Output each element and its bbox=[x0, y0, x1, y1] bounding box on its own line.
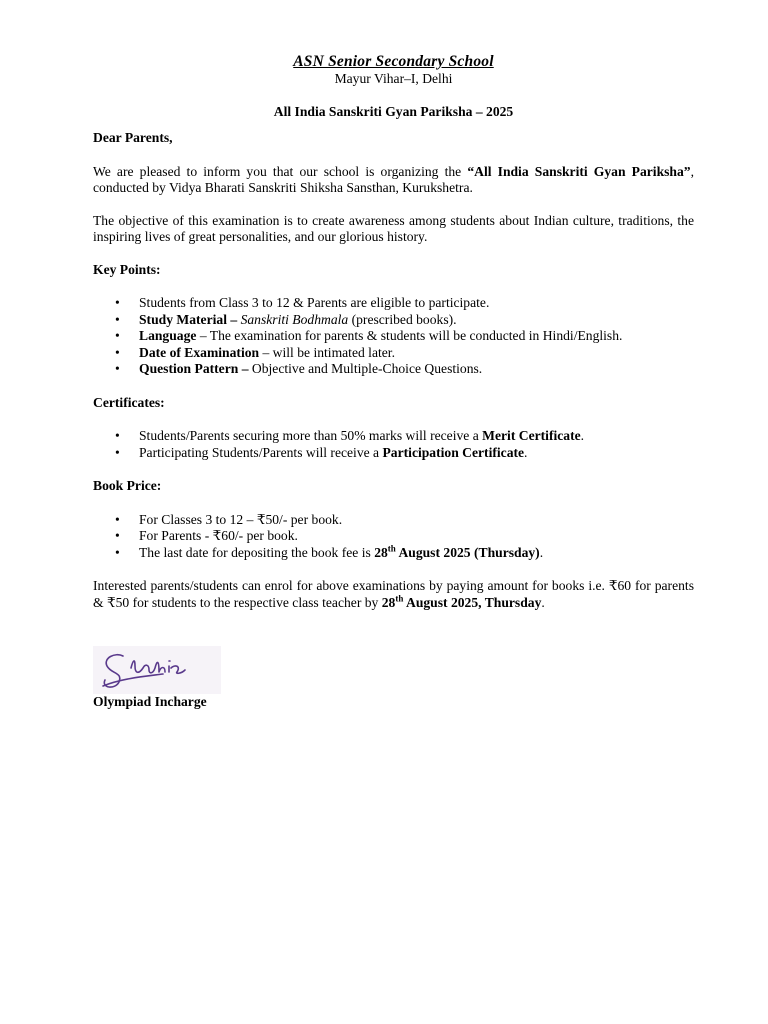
fee-deadline-date bbox=[374, 542, 540, 560]
fee-deadline-text: The last date for depositing the book fee is bbox=[139, 544, 375, 560]
list-item bbox=[93, 361, 694, 378]
closing-date bbox=[381, 592, 545, 610]
merit-text: Students/Parents securing more than 50% marks will receive a bbox=[139, 428, 483, 443]
list-item bbox=[93, 295, 694, 312]
fee-deadline-day: 28 bbox=[374, 544, 388, 560]
study-material-rest: (prescribed books). bbox=[348, 311, 457, 327]
question-pattern-label: Question Pattern – bbox=[139, 361, 249, 376]
certificates-heading: Certificates: bbox=[93, 394, 165, 410]
closing-paragraph bbox=[93, 578, 694, 611]
participation-text: Participating Students/Parents will receive a bbox=[139, 444, 383, 460]
list-item bbox=[93, 312, 694, 329]
participation-end: . bbox=[524, 444, 528, 460]
list-item bbox=[93, 345, 694, 362]
list-item bbox=[93, 428, 694, 445]
exam-date-label: Date of Examination bbox=[139, 344, 260, 360]
closing-rest: August 2025, Thursday bbox=[403, 594, 542, 610]
intro-text-2: , conducted by Vidya Bharati Sanskriti Shiksha Sansthan, Kurukshetra. bbox=[93, 163, 694, 195]
study-material-label: Study Material – bbox=[139, 311, 238, 327]
key-points-list bbox=[93, 295, 694, 378]
objective-paragraph: The objective of this examination is to create awareness among students about Indian culture, traditions, the inspiring lives of great personalities, and our glorious history. bbox=[93, 212, 694, 244]
school-name: ASN Senior Secondary School bbox=[293, 53, 494, 70]
closing-end: . bbox=[541, 594, 545, 610]
intro-exam-name: “All India Sanskriti Gyan Pariksha” bbox=[467, 163, 691, 179]
list-item bbox=[93, 445, 694, 462]
student-book-price: For Classes 3 to 12 – ₹50/- per book. bbox=[139, 511, 343, 527]
closing-suffix: th bbox=[395, 592, 404, 603]
eligibility-text: Students from Class 3 to 12 & Parents are eligible to participate. bbox=[139, 295, 490, 310]
signature-image bbox=[93, 646, 221, 694]
list-item bbox=[93, 512, 694, 529]
merit-end: . bbox=[580, 428, 585, 443]
study-material-book: Sanskriti Bodhmala bbox=[240, 311, 349, 327]
participation-certificate: Participation Certificate bbox=[382, 444, 525, 460]
fee-deadline-end: . bbox=[539, 544, 544, 560]
signer-title: Olympiad Incharge bbox=[93, 694, 207, 709]
exam-date-text: – will be intimated later. bbox=[259, 344, 395, 360]
fee-deadline-suffix: th bbox=[387, 542, 396, 553]
certificates-list bbox=[93, 428, 694, 461]
parent-book-price: For Parents - ₹60/- per book. bbox=[139, 528, 298, 543]
closing-day: 28 bbox=[381, 594, 396, 610]
list-item bbox=[93, 328, 694, 345]
closing-text: Interested parents/students can enrol for above examinations by paying amount for books i.e. ₹60 for parents & ₹50 for students to the respective class teacher by bbox=[93, 578, 694, 610]
greeting: Dear Parents, bbox=[93, 130, 173, 145]
merit-certificate: Merit Certificate bbox=[482, 428, 581, 443]
intro-paragraph bbox=[93, 164, 694, 197]
book-price-heading: Book Price: bbox=[93, 478, 162, 493]
list-item bbox=[93, 542, 694, 562]
intro-text-1: We are pleased to inform you that our school is organizing the bbox=[93, 163, 468, 179]
question-pattern-text: Objective and Multiple-Choice Questions. bbox=[248, 361, 483, 376]
fee-deadline-rest: August 2025 (Thursday) bbox=[395, 544, 540, 560]
exam-title: All India Sanskriti Gyan Pariksha – 2025 bbox=[273, 103, 514, 119]
language-text: – The examination for parents & students will be conducted in Hindi/English. bbox=[196, 328, 623, 343]
language-label: Language bbox=[139, 328, 197, 343]
letter-body bbox=[93, 53, 694, 711]
book-price-list bbox=[93, 512, 694, 562]
key-points-heading: Key Points: bbox=[93, 261, 161, 277]
school-address: Mayur Vihar–I, Delhi bbox=[334, 71, 453, 86]
